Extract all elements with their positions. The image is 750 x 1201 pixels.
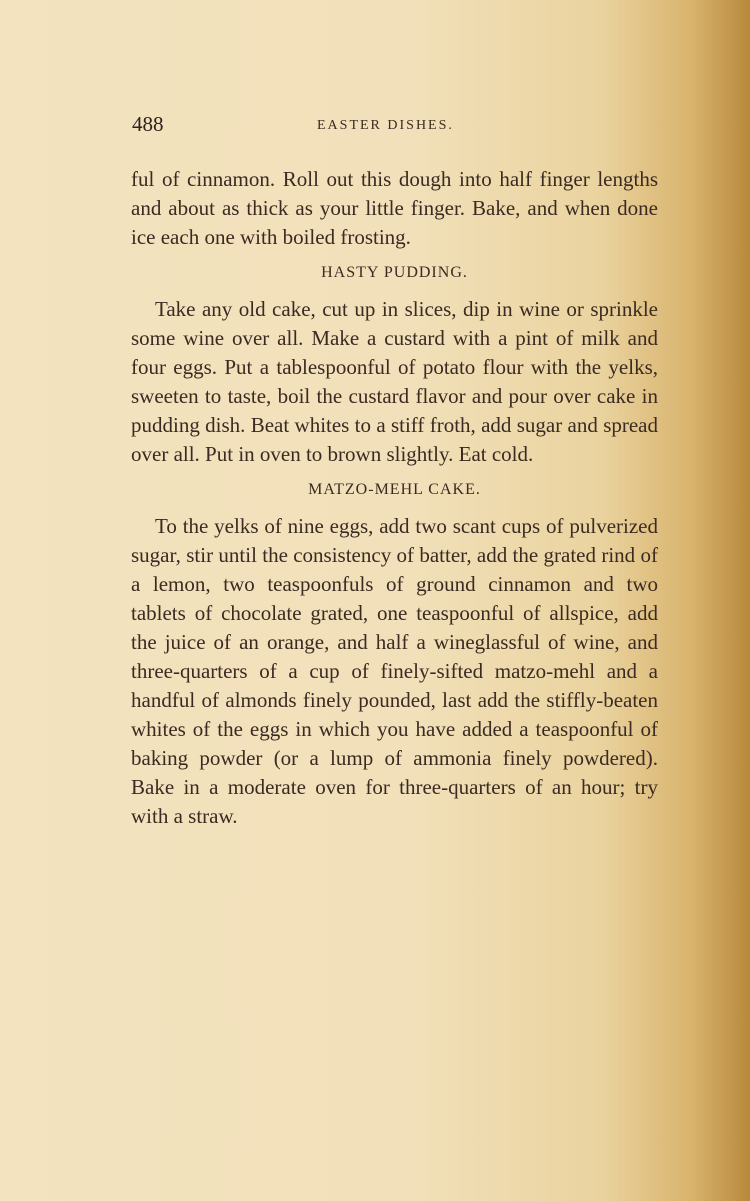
running-head: EASTER DISHES.: [317, 118, 454, 133]
page-number: 488: [132, 112, 164, 136]
recipe-text-matzo-mehl-cake: To the yelks of nine eggs, add two scant cups of pulverized sugar, stir until the consistency of batter, add the grated rind of a lemon, two teaspoonfuls of ground cinnamon and two tablets of chocolate grated, one teaspoonful of allspice, add the juice of an orange, and half a wineglassful of wine, and three-quarters of a cup of finely-sifted matzo-mehl and a handful of almonds finely pounded, last add the stiffly-beaten whites of the eggs in which you have added a teaspoonful of baking powder (or a lump of ammonia finely powdered). Bake in a moderate oven for three-quarters of an hour; try with a straw.: [131, 514, 658, 828]
recipe-title-matzo-mehl-cake: MATZO-MEHL CAKE.: [308, 481, 481, 498]
recipe-title-hasty-pudding: HASTY PUDDING.: [321, 264, 468, 281]
page-header: [132, 112, 652, 142]
continuation-paragraph: ful of cinnamon. Roll out this dough into half finger lengths and about as thick as your little finger. Bake, and when done ice each one with boiled frosting.: [131, 167, 658, 249]
recipe-text-hasty-pudding: Take any old cake, cut up in slices, dip in wine or sprinkle some wine over all. Make a custard with a pint of milk and four eggs. Put a tablespoonful of potato flour with the yelks, sweeten to taste, boil the custard flavor and pour over cake in pudding dish. Beat whites to a stiff froth, add sugar and spread over all. Put in oven to brown slightly. Eat cold.: [131, 297, 658, 466]
page-body: [131, 165, 658, 831]
